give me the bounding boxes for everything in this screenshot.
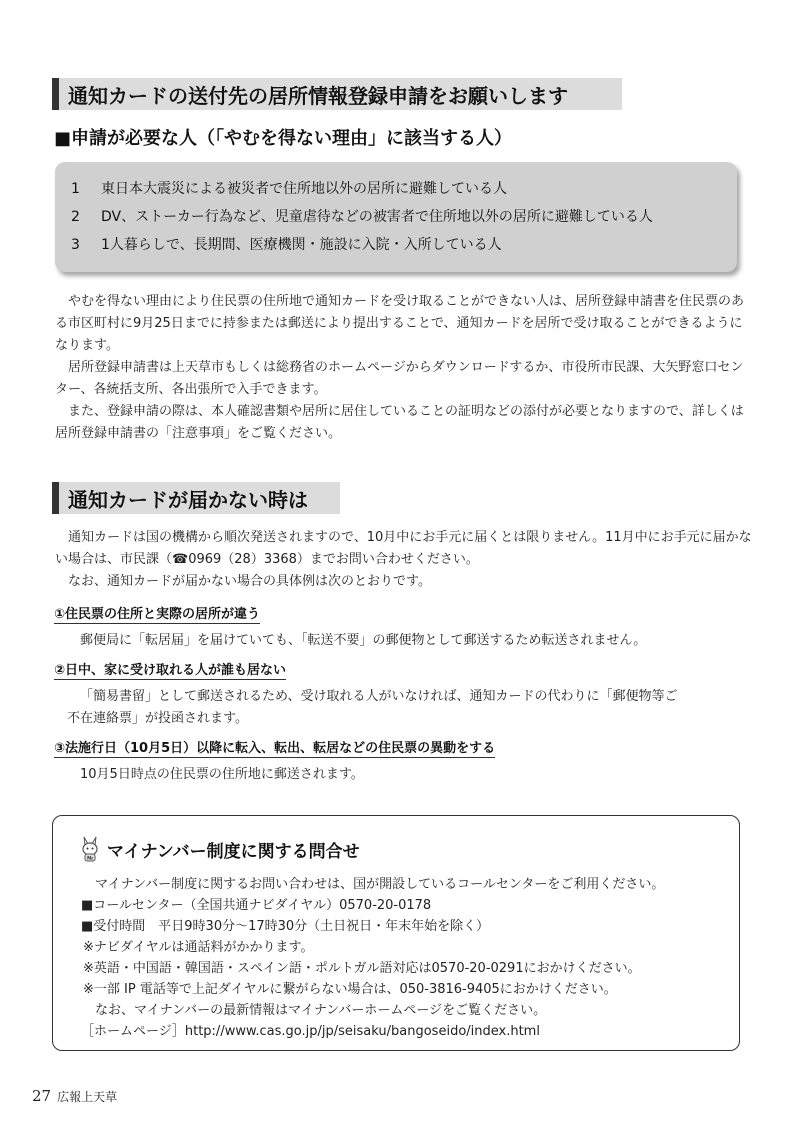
list-item-number: 1 <box>71 181 80 197</box>
section-heading-card-not-arrived <box>52 482 340 514</box>
case-text: 10月5日時点の住民票の住所地に郵送されます。 <box>80 767 364 782</box>
paragraph: やむを得ない理由により住民票の住所地で通知カードを受け取ることができない人は、居所登録申請書を住民票のある市区町村に9月25日までに持参または郵送により提出することで、通知カードを居所で受け取ることができるようになります。 <box>55 294 745 353</box>
publication-name: 広報上天草 <box>57 1090 118 1104</box>
svg-text:№: № <box>86 855 94 862</box>
case-text: 郵便局に「転居届」を届けていても、「転送不要」の郵便物として郵送するため転送されません。 <box>80 633 647 648</box>
list-item <box>71 234 502 254</box>
case-heading: ②日中、家に受け取れる人が誰も居ない <box>54 659 286 680</box>
inquiry-line: ※英語・中国語・韓国語・スペイン語・ポルトガル語対応は0570-20-0291におかけください。 <box>83 961 641 976</box>
inquiry-title <box>79 836 360 862</box>
inquiry-title-text: マイナンバー制度に関する問合せ <box>107 841 360 862</box>
section-heading-address-registration <box>52 78 622 110</box>
section-heading-text: 通知カードの送付先の居所情報登録申請をお願いします <box>68 83 568 108</box>
list-item-text: DV、ストーカー行為など、児童虐待などの被害者で住所地以外の居所に避難している人 <box>101 209 653 225</box>
paragraph: 居所登録申請書は上天草市もしくは総務省のホームページからダウンロードするか、市役所市民課、大矢野窓口センター、各統括支所、各出張所で入手できます。 <box>55 360 744 397</box>
paragraph: なお、通知カードが届かない場合の具体例は次のとおりです。 <box>68 574 431 589</box>
card-delivery-explanation <box>55 527 755 593</box>
list-item <box>71 206 653 226</box>
mascot-icon <box>79 836 101 862</box>
case-heading: ①住民票の住所と実際の居所が違う <box>54 603 260 624</box>
inquiry-line: ※一部 IP 電話等で上記ダイヤルに繋がらない場合は、050-3816-9405におかけください。 <box>83 982 617 997</box>
list-item-number: 2 <box>71 209 80 225</box>
mynumber-inquiry-box <box>52 815 740 1051</box>
case-text: 「簡易書留」として郵送されるため、受け取れる人がいなければ、通知カードの代わりに「郵便物等ご <box>80 689 678 704</box>
inquiry-line: ■受付時間 平日9時30分～17時30分（土日祝日・年末年始を除く） <box>81 919 490 934</box>
list-item-text: 東日本大震災による被災者で住所地以外の居所に避難している人 <box>101 181 507 197</box>
eligible-persons-subheading: ■申請が必要な人（「やむを得ない理由」に該当する人） <box>54 128 513 149</box>
list-item-number: 3 <box>71 237 80 253</box>
paragraph: また、登録申請の際は、本人確認書類や居所に居住していることの証明などの添付が必要となりますので、詳しくは居所登録申請書の「注意事項」をご覧ください。 <box>55 404 744 441</box>
inquiry-line: ■コールセンター（全国共通ナビダイヤル）0570-20-0178 <box>81 898 432 913</box>
page-number: 27 <box>32 1087 52 1105</box>
list-item-text: 1人暮らしで、長期間、医療機関・施設に入院・入所している人 <box>101 237 502 253</box>
case-heading: ③法施行日（10月5日）以降に転入、転出、転居などの住民票の異動をする <box>54 737 495 758</box>
inquiry-line: ※ナビダイヤルは通話料がかかります。 <box>83 940 314 955</box>
inquiry-line: なお、マイナンバーの最新情報はマイナンバーホームページをご覧ください。 <box>95 1003 547 1018</box>
case-text: 不在連絡票」が投函されます。 <box>67 711 248 726</box>
eligible-persons-box <box>55 162 737 272</box>
address-registration-explanation <box>55 291 755 445</box>
list-item <box>71 178 507 198</box>
homepage-link[interactable]: ［ホームページ］http://www.cas.go.jp/jp/seisaku/bangoseido/index.html <box>81 1024 540 1039</box>
inquiry-line: マイナンバー制度に関するお問い合わせは、国が開設しているコールセンターをご利用ください。 <box>95 877 665 892</box>
paragraph: 通知カードは国の機構から順次発送されますので、10月中にお手元に届くとは限りません。11月中にお手元に届かない場合は、市民課（☎0969（28）3368）までお問い合わせください。 <box>55 530 752 567</box>
page-footer <box>32 1086 117 1105</box>
section-heading-text: 通知カードが届かない時は <box>68 487 308 512</box>
